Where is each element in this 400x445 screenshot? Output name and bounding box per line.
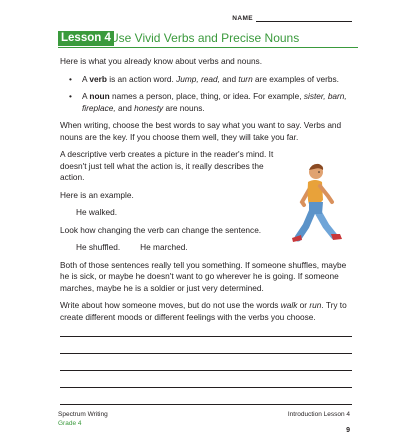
paragraph-choose-words: When writing, choose the best words to say what you want to say. Verbs and nouns are the key. If you choose them well, they will take you far. bbox=[60, 120, 342, 142]
writing-line[interactable] bbox=[60, 354, 352, 371]
text-run: and bbox=[219, 73, 239, 84]
text-run: . Try to create different moods or different feelings with the verbs you choose. bbox=[60, 300, 347, 322]
text-run: A bbox=[82, 73, 90, 84]
paragraph-explanation: Both of those sentences really tell you something. If someone shuffles, maybe he is sick, or maybe he doesn't want to go wherever he is going. If someone marches, maybe he is a soldier or just very determined. bbox=[60, 259, 347, 293]
walking-boy-illustration bbox=[282, 158, 352, 248]
name-input-line[interactable] bbox=[256, 14, 352, 22]
word-walk: walk bbox=[280, 300, 298, 310]
text-run: and bbox=[115, 102, 135, 113]
list-item-verb bbox=[60, 74, 356, 86]
text-run: are examples of verbs. bbox=[252, 73, 339, 84]
name-label: NAME bbox=[232, 14, 253, 22]
writing-line[interactable] bbox=[60, 371, 352, 388]
bullet-icon: • bbox=[69, 73, 72, 84]
writing-line[interactable] bbox=[60, 320, 352, 337]
book-title: Spectrum Writing bbox=[58, 411, 108, 418]
lesson-title: Use Vivid Verbs and Precise Nouns bbox=[110, 31, 300, 45]
definition-list bbox=[60, 74, 356, 115]
writing-lines bbox=[60, 320, 352, 405]
verb-examples: Jump, read, bbox=[176, 73, 220, 84]
grade-label: Grade 4 bbox=[58, 420, 82, 427]
paragraph-example-intro: Here is an example. bbox=[60, 189, 134, 200]
lesson-badge: Lesson 4 bbox=[58, 31, 114, 46]
paragraph-descriptive-verb: A descriptive verb creates a picture in the reader's mind. It doesn't just tell what the action is, it really describes the action. bbox=[60, 149, 274, 182]
term-noun: noun bbox=[89, 91, 110, 101]
text-run: Write about how someone moves, but do not use the words bbox=[60, 300, 281, 310]
footer-left bbox=[58, 410, 108, 428]
word-run: run bbox=[309, 300, 322, 310]
example-shuffled: He shuffled. bbox=[76, 242, 121, 252]
noun-examples: sister, barn, fireplace, bbox=[82, 91, 347, 113]
paragraph-changing-verb: Look how changing the verb can change the sentence. bbox=[60, 224, 262, 235]
noun-example-last: honesty bbox=[134, 102, 164, 113]
page-number: 9 bbox=[346, 427, 350, 434]
name-row bbox=[232, 14, 352, 22]
intro-text: Here is what you already know about verbs and nouns. bbox=[60, 56, 263, 66]
verb-example-last: turn bbox=[238, 73, 253, 84]
text-run: A bbox=[82, 91, 90, 101]
lesson-title-bar bbox=[58, 31, 358, 48]
text-run: are nouns. bbox=[163, 102, 205, 113]
footer-section: Introduction Lesson 4 bbox=[287, 411, 350, 418]
example-marched: He marched. bbox=[140, 242, 188, 252]
example-sentence: He walked. bbox=[76, 207, 118, 217]
writing-line[interactable] bbox=[60, 337, 352, 354]
text-run: or bbox=[297, 300, 310, 310]
text-run: is an action word. bbox=[106, 73, 177, 84]
list-item-noun bbox=[60, 91, 356, 114]
text-run: names a person, place, thing, or idea. For example, bbox=[109, 91, 304, 101]
writing-line[interactable] bbox=[60, 388, 352, 405]
term-verb: verb bbox=[89, 73, 107, 84]
bullet-icon: • bbox=[69, 91, 72, 101]
